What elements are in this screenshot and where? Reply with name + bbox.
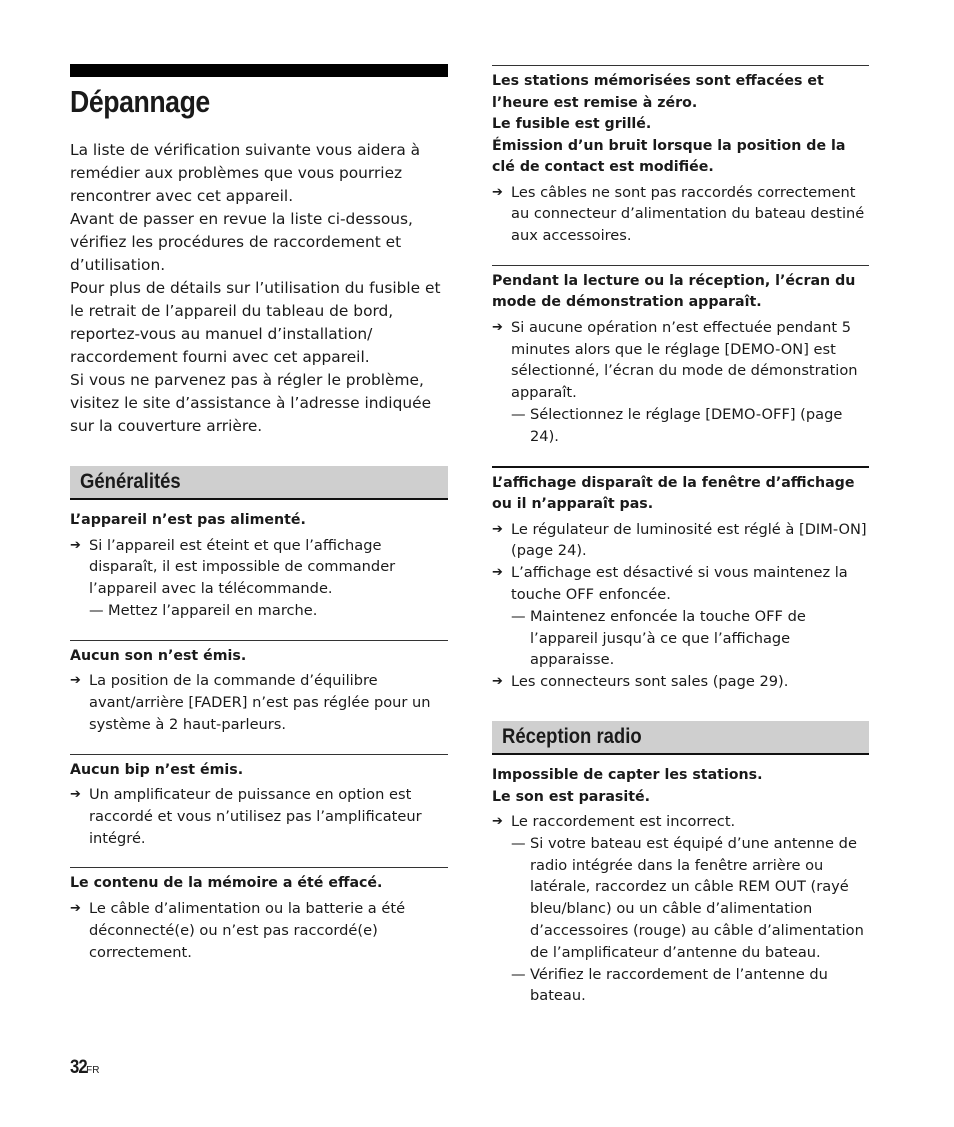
cause-item: [70, 784, 448, 849]
cause-item: [70, 670, 448, 735]
remedy-item: [511, 964, 869, 1008]
cause-text: Si aucune opération n’est effectuée pendant 5 minutes alors que le réglage [DEMO-ON] est sélectionné, l’écran du mode de démonstration apparaît.: [511, 318, 858, 402]
intro-paragraph: Avant de passer en revue la liste ci-dessous, vérifiez les procédures de raccordement et d’utilisation.: [70, 210, 413, 274]
arrow-icon: ➔: [70, 673, 81, 689]
intro-text: [70, 139, 448, 438]
problem-title: Pendant la lecture ou la réception, l’écran du mode de démonstration apparaît.: [492, 272, 856, 311]
cause-item: [492, 811, 869, 1007]
problem-title: Le fusible est grillé.: [492, 116, 652, 132]
problem-title: Émission d’un bruit lorsque la position de la clé de contact est modifiée.: [492, 137, 846, 175]
arrow-icon: ➔: [492, 814, 503, 830]
problem-title: Impossible de capter les stations.: [492, 767, 763, 784]
language-code: FR: [86, 1065, 100, 1076]
page-title: Dépannage: [70, 84, 210, 119]
troubleshoot-entry: [492, 65, 869, 247]
troubleshoot-entry: [70, 754, 448, 850]
cause-text: Le câble d’alimentation ou la batterie a été déconnecté(e) ou n’est pas raccordé(e) correctement.: [89, 899, 406, 961]
intro-paragraph: Si vous ne parvenez pas à régler le problème, visitez le site d’assistance à l’adresse indiquée sur la couverture arrière.: [70, 371, 432, 435]
arrow-icon: ➔: [492, 521, 503, 537]
arrow-icon: ➔: [70, 787, 81, 803]
section-header-reception-radio: [492, 721, 869, 755]
problem-title: Aucun son n’est émis.: [70, 647, 247, 664]
title-rule: [70, 64, 448, 77]
remedy-item: [511, 606, 869, 671]
troubleshoot-entry: [492, 466, 869, 693]
dash-icon: —: [511, 406, 526, 424]
page-number: 32: [70, 1057, 87, 1078]
arrow-icon: ➔: [70, 900, 81, 916]
problem-title: L’appareil n’est pas alimenté.: [70, 512, 306, 528]
problem-title: Le son est parasité.: [492, 788, 651, 805]
dash-icon: —: [511, 607, 526, 625]
section-title: Généralités: [80, 470, 181, 493]
troubleshoot-entry: [492, 265, 869, 448]
remedy-item: [511, 833, 869, 964]
cause-item: [492, 671, 869, 693]
remedy-text: Maintenez enfoncée la touche OFF de l’appareil jusqu’à ce que l’affichage apparaisse.: [530, 607, 806, 669]
page-footer: [70, 1057, 99, 1079]
dash-icon: —: [89, 601, 104, 619]
problem-title: Les stations mémorisées sont effacées et l’heure est remise à zéro.: [492, 73, 824, 111]
cause-text: Les connecteurs sont sales (page 29).: [511, 673, 789, 691]
right-column: [492, 65, 869, 1007]
cause-text: Le régulateur de luminosité est réglé à [DIM-ON] (page 24).: [511, 520, 867, 560]
dash-icon: —: [511, 834, 526, 852]
cause-text: La position de la commande d’équilibre avant/arrière [FADER] n’est pas réglée pour un système à 2 haut-parleurs.: [89, 672, 431, 733]
cause-item: [492, 562, 869, 671]
cause-item: [70, 898, 448, 963]
arrow-icon: ➔: [492, 674, 503, 690]
intro-paragraph: La liste de vérification suivante vous aidera à remédier aux problèmes que vous pourriez rencontrer avec cet appareil.: [70, 141, 421, 205]
remedy-text: Si votre bateau est équipé d’une antenne de radio intégrée dans la fenêtre arrière ou latérale, raccordez un câble REM OUT (rayé bleu/blanc) ou un câble d’alimentation d’accessoires (rouge) au câble d’alimentation de l’amplificateur d’antenne du bateau.: [530, 834, 864, 961]
arrow-icon: ➔: [70, 537, 81, 553]
cause-item: [70, 535, 448, 622]
intro-paragraph: Pour plus de détails sur l’utilisation du fusible et le retrait de l’appareil du tableau de bord, reportez-vous au manuel d’installation/ raccordement fourni avec cet appareil.: [70, 279, 441, 366]
remedy-item: [511, 404, 869, 448]
cause-item: [492, 182, 869, 247]
cause-text: L’affichage est désactivé si vous maintenez la touche OFF enfoncée.: [511, 564, 848, 604]
remedy-text: Sélectionnez le réglage [DEMO-OFF] (page 24).: [530, 406, 843, 445]
cause-item: [492, 519, 869, 563]
section-header-generalites: [70, 466, 448, 500]
problem-title: L’affichage disparaît de la fenêtre d’affichage ou il n’apparaît pas.: [492, 474, 855, 513]
problem-title: Le contenu de la mémoire a été effacé.: [70, 875, 383, 892]
remedy-text: Mettez l’appareil en marche.: [108, 601, 318, 619]
cause-text: Si l’appareil est éteint et que l’affichage disparaît, il est impossible de commander l’appareil avec la télécommande.: [89, 536, 396, 598]
cause-text: Les câbles ne sont pas raccordés correctement au connecteur d’alimentation du bateau destiné aux accessoires.: [511, 183, 865, 245]
cause-item: [492, 317, 869, 448]
troubleshoot-entry: [70, 867, 448, 963]
troubleshoot-entry: [70, 640, 448, 736]
cause-text: Un amplificateur de puissance en option est raccordé et vous n’utilisez pas l’amplificateur intégré.: [89, 786, 422, 847]
dash-icon: —: [511, 965, 526, 983]
arrow-icon: ➔: [492, 565, 503, 581]
troubleshoot-entry: [492, 765, 869, 1007]
arrow-icon: ➔: [492, 319, 503, 335]
left-column: [70, 64, 448, 963]
section-title: Réception radio: [502, 725, 642, 749]
arrow-icon: ➔: [492, 184, 503, 200]
remedy-item: [89, 600, 448, 622]
cause-text: Le raccordement est incorrect.: [511, 813, 736, 831]
troubleshoot-entry: [70, 510, 448, 622]
remedy-text: Vérifiez le raccordement de l’antenne du bateau.: [530, 965, 828, 1005]
problem-title: Aucun bip n’est émis.: [70, 761, 244, 778]
